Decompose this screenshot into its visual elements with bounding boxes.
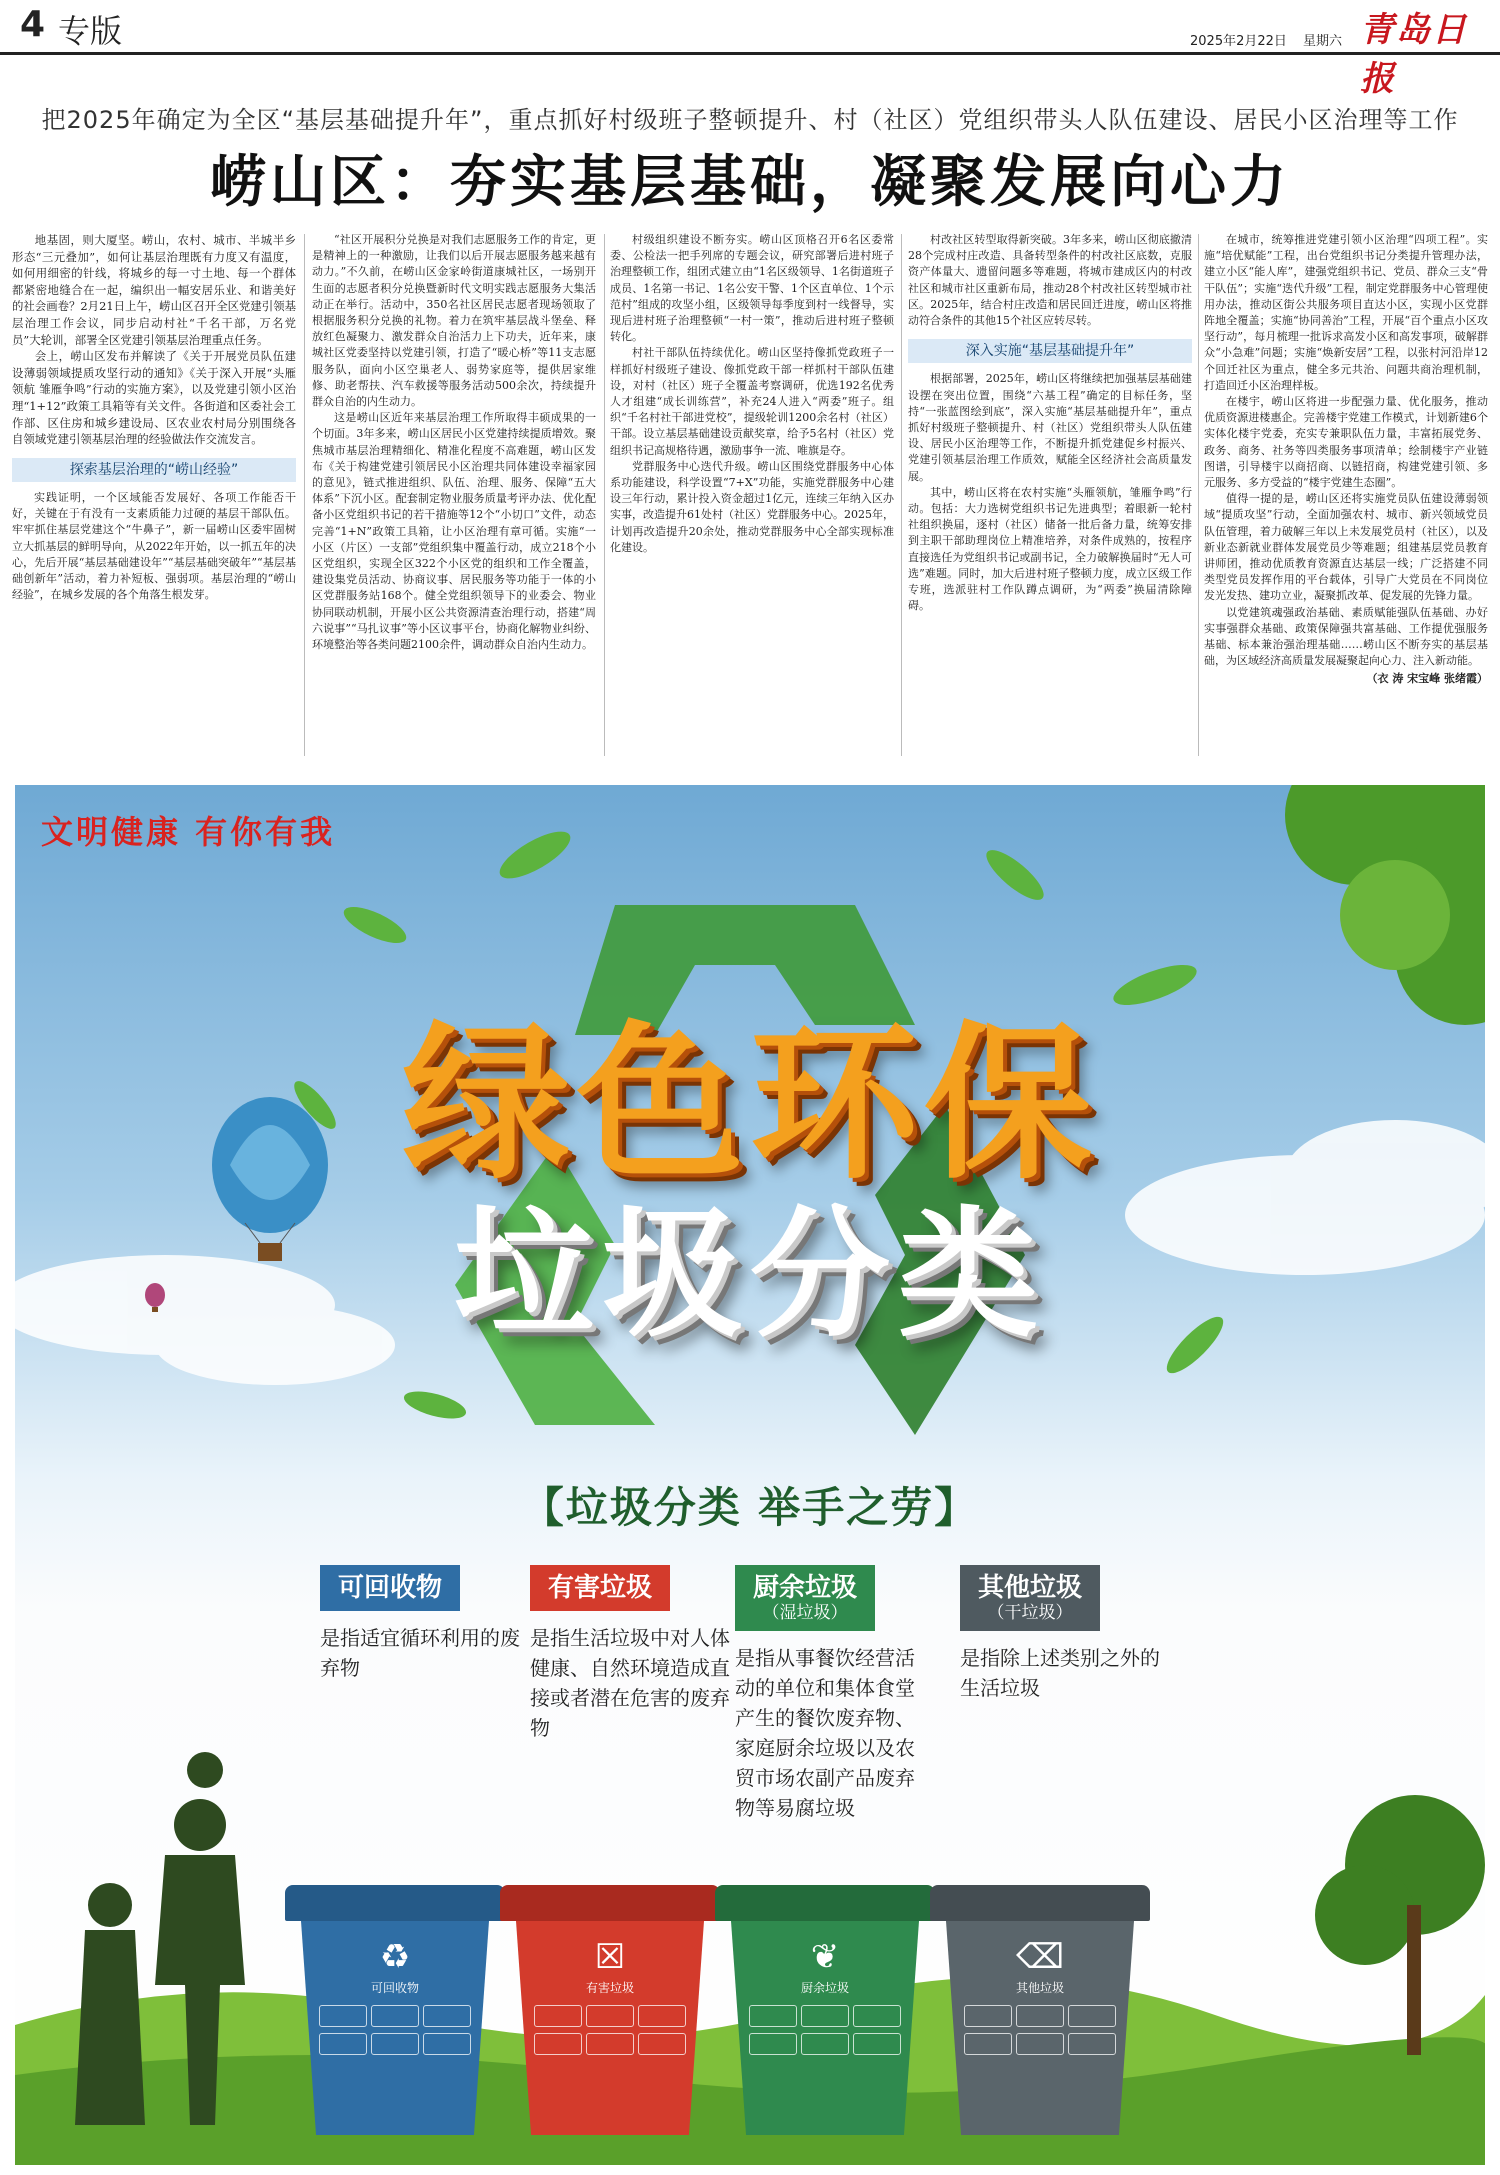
- category-description: 是指适宜循环利用的废弃物: [320, 1626, 520, 1680]
- column-divider: [1198, 234, 1199, 756]
- hazardous-bin: [510, 1885, 710, 2135]
- other-waste-bin: [940, 1885, 1140, 2135]
- hazard-icon: ☒: [594, 1937, 626, 1977]
- article-paragraph: 村改社区转型取得新突破。3年多来，崂山区彻底撤清28个完成村庄改造、具备转型条件的村改社区底数，克服资产体量大、遗留问题多等难题，将城市建成区内的村改社区和城市社区重新布局，推动28个村改社区转型城市社区。2025年，结合村庄改造和居民回迁进度，崂山区将推动符合条件的其他15个社区应转尽转。: [908, 233, 1192, 328]
- bin-label: 可回收物: [370, 1981, 419, 1995]
- category-name: 厨余垃圾: [752, 1573, 857, 1603]
- category-name: 有害垃圾: [547, 1573, 652, 1603]
- section-subhead: 深入实施“基层基础提升年”: [908, 339, 1192, 363]
- article-paragraph: 在楼宇，崂山区将进一步配强力量、优化服务，推动优质资源进楼惠企。完善楼宇党建工作模式，计划新建6个实体化楼宇党委，充实专兼职队伍力量，丰富拓展党务、政务、商务、社务等四类服务事项清单；绘制楼宇产业链图谱，引导楼宇以商招商、以链招商，构建党建引领、多元服务、多方受益的“楼宇党建生态圈”。: [1204, 395, 1488, 490]
- category-recyclable: [320, 1565, 530, 1683]
- article-column-4: [908, 232, 1192, 762]
- poster-motto: 【垃圾分类 举手之劳】: [521, 1483, 979, 1532]
- category-badge: [320, 1565, 460, 1611]
- article-paragraph: “社区开展积分兑换是对我们志愿服务工作的肯定，更是精神上的一种激励，让我们以后开展志愿服务越来越有动力。”不久前，在崂山区金家岭街道康城社区，一场别开生面的志愿者积分兑换暨新时代文明实践志愿服务大集活动正在举行。活动中，350名社区居民志愿者现场领取了根据服务积分兑换的礼物。着力在筑牢基层战斗堡垒、释放红色凝聚力、激发群众自治活力上下功夫，近年来，康城社区党委坚持以党建引领，打造了“暖心桥”等11支志愿服务队，面向小区空巢老人、弱势家庭等，提供居家维修、助老帮扶、汽车救援等服务活动500余次，持续提升群众自治的内生动力。: [312, 233, 596, 409]
- category-subname: （湿垃圾）: [762, 1603, 848, 1623]
- bin-label: 有害垃圾: [585, 1981, 634, 1995]
- masthead-rule: [0, 52, 1500, 55]
- category-badge: [530, 1565, 670, 1611]
- food-waste-icon: ❦: [810, 1937, 840, 1977]
- poster-title-main: 绿色环保: [402, 1006, 1098, 1202]
- recycle-icon: ♻: [379, 1937, 411, 1977]
- column-divider: [304, 234, 305, 756]
- article-paragraph: 在城市，统筹推进党建引领小区治理“四项工程”。实施“培优赋能”工程，出台党组织书记分类提升管理办法，建立小区“能人库”，建强党组织书记、党员、群众三支“骨干队伍”；实施“迭代升级”工程，制定党群服务中心管理使用办法，推动区街公共服务项目直达小区，实现小区党群阵地全覆盖；实施“协同善治”工程，开展“百个重点小区攻坚行动”，每月梳理一批诉求高发小区和高发事项，破解群众“小急难”问题；实施“焕新安居”工程，以张村河沿岸12个回迁社区为重点，健全多元共治、问题共商治理机制，打造回迁小区治理样板。: [1204, 233, 1488, 392]
- article-kicker: 把2025年确定为全区“基层基础提升年”，重点抓好村级班子整顿提升、村（社区）党组织带头人队伍建设、居民小区治理等工作: [41, 106, 1459, 134]
- category-subname: （干垃圾）: [987, 1603, 1073, 1623]
- page-number: 4: [20, 4, 46, 45]
- column-divider: [604, 234, 605, 756]
- category-badge: [960, 1565, 1100, 1631]
- article-byline: （衣 涛 宋宝峰 张绪霞）: [1366, 672, 1488, 686]
- poster-title-sub: 垃圾分类: [453, 1194, 1046, 1357]
- category-name: 可回收物: [337, 1573, 442, 1603]
- article-paragraph: 村社干部队伍持续优化。崂山区坚持像抓党政班子一样抓好村级班子建设、像抓党政干部一样抓村干部队伍建设，对村（社区）班子全覆盖考察调研，优选192名优秀人才组建“成长训练营”，补充24人进入“两委”班子。组织“千名村社干部进党校”，提级轮训1200余名村（社区）干部。设立基层基础建设贡献奖章，给予5名村（社区）党组织书记高规格待遇，激励事争一流、唯旗是夺。: [610, 346, 894, 457]
- article-headline: 崂山区：夯实基层基础，凝聚发展向心力: [210, 149, 1290, 215]
- article-lede: 地基固，则大厦坚。崂山，农村、城市、半城半乡形态“三元叠加”，如何让基层治理既有力度又有温度，如何用细密的针线，将城乡的每一寸土地、每一个群体都紧密地缝合在一起，编织出一幅安居乐业、和谐美好的社会画卷？2月21日上午，崂山区召开全区党建引领基层治理工作会议，同步启动村社“千名干部，万名党员”大轮训，部署全区党建引领基层治理重点任务。: [12, 233, 296, 347]
- bin-lid: [715, 1885, 935, 1921]
- bin-icon-grid: [964, 2005, 1116, 2055]
- recyclable-bin: [295, 1885, 495, 2135]
- category-badge: [735, 1565, 875, 1631]
- kitchen-waste-bin: [725, 1885, 925, 2135]
- category-name: 其他垃圾: [977, 1573, 1082, 1603]
- bin-lid: [285, 1885, 505, 1921]
- garbage-sorting-poster: [15, 785, 1485, 2165]
- article-paragraph: 实践证明，一个区域能否发展好、各项工作能否干好，关键在于有没有一支素质能力过硬的基层干部队伍。牢牢抓住基层党建这个“牛鼻子”，新一届崂山区委牢固树立大抓基层的鲜明导向，从2022年开始，以一抓五年的决心，先后开展“基层基础建设年”“基层基础突破年”“基层基础创新年”活动，着力补短板、强弱项。基层治理的“崂山经验”，在城乡发展的各个角落生根发芽。: [12, 490, 296, 602]
- category-description: 是指生活垃圾中对人体健康、自然环境造成直接或者潜在危害的废弃物: [530, 1626, 730, 1740]
- category-description: 是指从事餐饮经营活动的单位和集体食堂产生的餐饮废弃物、家庭厨余垃圾以及农贸市场农副产品废弃物等易腐垃圾: [735, 1646, 915, 1820]
- masthead: [0, 0, 1500, 99]
- article-paragraph: 村级组织建设不断夯实。崂山区顶格召开6名区委常委、公检法一把手列席的专题会议，研究部署后进村班子治理整顿工作，组团式建立由“1名区级领导、1名街道班子成员、1名第一书记、1名公安干警、1个区直单位、1个示范村”组成的攻坚小组，区级领导每季度到村一线督导，实现后进村班子治理整顿“一村一策”，推动后进村班子整顿转化。: [610, 233, 894, 344]
- category-description: 是指除上述类别之外的生活垃圾: [960, 1646, 1160, 1700]
- article-lede: 会上，崂山区发布并解读了《关于开展党员队伍建设薄弱领域提质攻坚行动的通知》《关于深入开展“头雁领航 雏雁争鸣”行动的实施方案》，以及党建引领小区治理“1+12”政策工具箱等有关文件。各街道和区委社会工作部、区住房和城乡建设局、区农业农村局分别围绕各自领域党建引领基层治理的经验做法作交流发言。: [12, 349, 296, 447]
- bin-icon-grid: [749, 2005, 901, 2055]
- poster-slogan: 文明健康 有你有我: [41, 813, 336, 851]
- category-hazardous: [530, 1565, 740, 1743]
- article-column-1: [12, 232, 296, 762]
- section-subhead: 探索基层治理的“崂山经验”: [12, 458, 296, 482]
- bin-icon-grid: [534, 2005, 686, 2055]
- article-column-5: [1204, 232, 1488, 762]
- article-paragraph: 党群服务中心迭代升级。崂山区围绕党群服务中心体系功能建设，科学设置“7+X”功能，实施党群服务中心建设三年行动，累计投入资金超过1亿元，连续三年纳入区办实事，改造提升61处村（社区）党群服务中心。2025年，计划再改造提升20余处，推动党群服务中心全部实现标准化建设。: [610, 459, 894, 554]
- bin-label: 其他垃圾: [1015, 1981, 1064, 1995]
- trash-icon: ⌫: [1015, 1937, 1065, 1977]
- article-body: [12, 232, 1488, 762]
- article-paragraph: 根据部署，2025年，崂山区将继续把加强基层基础建设摆在突出位置，围绕“六基工程”确定的目标任务，坚持“一张蓝图绘到底”，深入实施“基层基础提升年”，重点抓好村级班子整顿提升、村（社区）党组织带头人队伍建设、居民小区治理等工作，不断提升抓党建促乡村振兴、党建引领基层治理工作质效，赋能全区经济社会高质量发展。: [908, 372, 1192, 483]
- bin-label: 厨余垃圾: [800, 1981, 849, 1995]
- category-other: [960, 1565, 1170, 1703]
- column-divider: [901, 234, 902, 756]
- article-paragraph: 以党建筑魂强政治基础、素质赋能强队伍基础、办好实事强群众基础、政策保障强共富基础、工作提优强服务基础、标本兼治强治理基础……崂山区不断夯实的基层基础，为区域经济高质量发展凝聚起向心力、注入新动能。: [1204, 605, 1488, 668]
- article-paragraph: 其中，崂山区将在农村实施“头雁领航，雏雁争鸣”行动。包括：大力选树党组织书记先进典型；着眼新一轮村社组织换届，逐村（社区）储备一批后备力量，统筹安排到主职干部助理岗位上精准培养，对条件成熟的，按程序直接选任为党组织书记或副书记，全力破解换届时“无人可选”难题。同时，加大后进村班子整顿力度，成立区级工作专班，选派驻村工作队蹲点调研，为“两委”换届清除障碍。: [908, 485, 1192, 613]
- issue-weekday: 星期六: [1303, 34, 1343, 49]
- tree-icon: [1315, 1795, 1485, 2055]
- category-kitchen: [735, 1565, 915, 1823]
- article-column-2: [312, 232, 596, 762]
- bin-icon-grid: [319, 2005, 471, 2055]
- paper-logo: 青岛日报: [1360, 10, 1468, 99]
- article-column-3: [610, 232, 894, 762]
- bin-lid: [500, 1885, 720, 1921]
- issue-date: 2025年2月22日: [1190, 34, 1287, 49]
- article-paragraph: 这是崂山区近年来基层治理工作所取得丰硕成果的一个切面。3年多来，崂山区居民小区党建持续提质增效。聚焦城市基层治理精细化、精准化程度不高难题，崂山区发布《关于构建党建引领居民小区治理共同体建设幸福家园的意见》，链式推进组织、队伍、治理、服务、保障“五大体系”下沉小区。配套制定物业服务质量考评办法、优化配备小区党组织书记的若干措施等12个“小切口”文件，动态完善“1+N”政策工具箱，让小区治理有章可循。实施“一小区（片区）一支部”党组织集中覆盖行动，成立218个小区党组织，实现全区322个小区党的组织和工作全覆盖，建设集党员活动、协商议事、居民服务等功能于一体的小区党群服务站168个。健全党组织领导下的业委会、物业协同联动机制，开展小区公共资源清查治理行动，搭建“周六说事”“马扎议事”等小区议事平台，协商化解物业纠纷、环境整治等各类问题2100余件，调动群众自治内生动力。: [312, 411, 596, 652]
- page-section: 专版: [58, 12, 123, 50]
- bin-lid: [930, 1885, 1150, 1921]
- article-paragraph: 值得一提的是，崂山区还将实施党员队伍建设薄弱领域“提质攻坚”行动，全面加强农村、城市、新兴领域党员队伍管理，着力破解三年以上未发展党员村（社区），以及新业态新就业群体发展党员少等难题；组建基层党员教育讲师团，推动优质教育资源直达基层一线；广泛搭建不同类型党员发挥作用的平台载体，引导广大党员在不同岗位发光发热、建功立业，凝聚抓改革、促发展的先锋力量。: [1204, 492, 1488, 603]
